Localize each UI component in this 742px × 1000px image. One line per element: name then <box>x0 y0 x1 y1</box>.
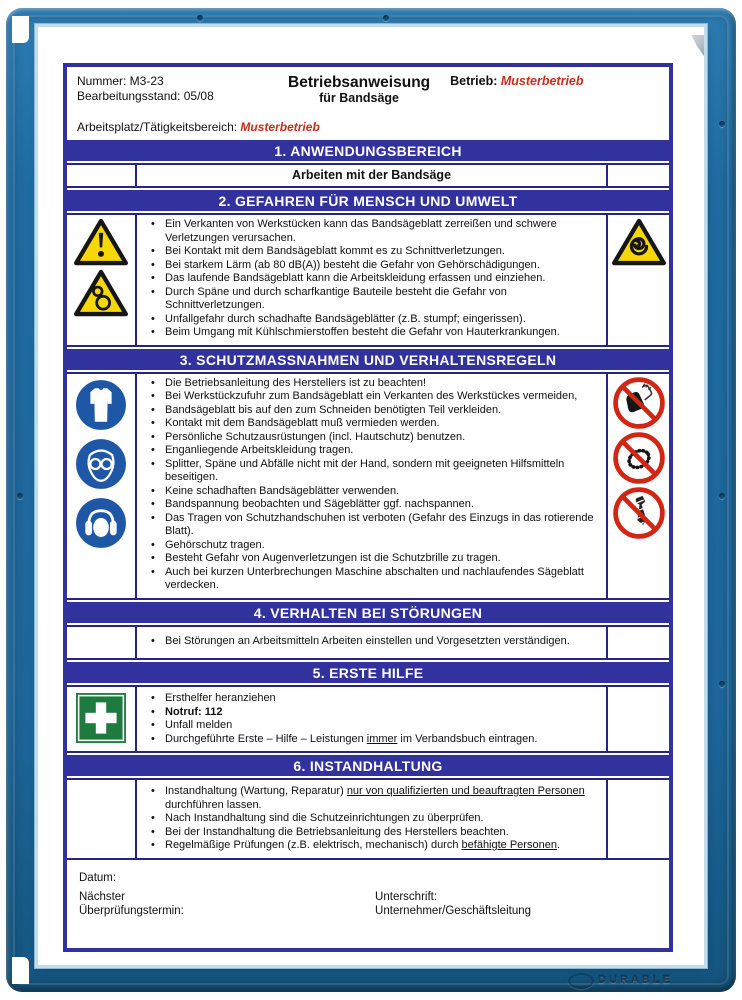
section-1-row <box>67 163 669 188</box>
frame-hole <box>719 493 725 499</box>
section-5-row <box>67 685 669 753</box>
section-2-row <box>67 213 669 347</box>
document-header <box>67 67 669 138</box>
prohibition-necktie-icon <box>613 487 665 539</box>
section-1-header: 1. ANWENDUNGSBEREICH <box>67 140 669 161</box>
prohibition-gloves-icon <box>613 377 665 429</box>
section-4-left-cell <box>67 627 135 659</box>
section-3-row <box>67 372 669 600</box>
section-4-header: 4. VERHALTEN BEI STÖRUNGEN <box>67 602 669 623</box>
next-review-label-line2: Überprüfungstermin: <box>79 904 184 917</box>
company-value: Musterbetrieb <box>500 74 584 88</box>
frame-brand-text: DURABLE <box>598 974 673 986</box>
section-5-right-cell <box>608 687 669 751</box>
mandatory-eye-protection-icon <box>73 436 129 492</box>
bullet-item: • Regelmäßige Prüfungen (z.B. elektrisch, mechanisch) durch befähigte Personen. <box>145 839 596 853</box>
section-6-left-cell <box>67 780 135 858</box>
warning-general-icon <box>74 218 128 266</box>
bullet-item: • Bei Werkstückzufuhr zum Bandsägeblatt ein Verkanten des Werkstückes vermeiden, <box>145 390 596 404</box>
frame-hole <box>17 493 23 499</box>
malfunction-list <box>145 635 596 649</box>
bullet-item: • Nach Instandhaltung sind die Schutzeinrichtungen zu überprüfen. <box>145 812 596 826</box>
section-6-right-cell <box>608 780 669 858</box>
frame-hole <box>719 681 725 687</box>
bullet-item: • Unfallgefahr durch schadhafte Bandsägeblätter (z.B. stumpf; eingerissen). <box>145 313 596 327</box>
signature-role: Unternehmer/Geschäftsleitung <box>375 904 532 917</box>
section-5-left-cell <box>67 687 135 751</box>
bullet-item: • Bei starkem Lärm (ab 80 dB(A)) besteht die Gefahr von Gehörschädigungen. <box>145 259 596 273</box>
section-4-row <box>67 625 669 661</box>
workplace-value: Musterbetrieb <box>240 120 320 134</box>
mandatory-ear-protection-icon <box>73 495 129 551</box>
scope-text: Arbeiten mit der Bandsäge <box>135 165 608 186</box>
section-6-header: 6. INSTANDHALTUNG <box>67 755 669 776</box>
section-3-header: 3. SCHUTZMASSNAHMEN UND VERHALTENSREGELN <box>67 349 669 370</box>
bullet-item: • Besteht Gefahr von Augenverletzungen ist die Schutzbrille zu tragen. <box>145 552 596 566</box>
revision-status: Bearbeitungsstand: 05/08 <box>77 89 214 103</box>
maintenance-list <box>145 785 596 853</box>
bullet-item: • Auch bei kurzen Unterbrechungen Maschine abschalten und nachlaufendes Sägeblatt verdecken. <box>145 566 596 593</box>
section-2-right-cell <box>608 215 669 345</box>
bullet-item: • Persönliche Schutzausrüstungen (incl. Hautschutz) benutzen. <box>145 431 596 445</box>
section-4-right-cell <box>608 627 669 659</box>
frame-hole <box>383 15 389 21</box>
first-aid-icon <box>75 692 127 744</box>
document-subtitle: für Bandsäge <box>319 91 400 105</box>
bullet-item: • Ein Verkanten von Werkstücken kann das Bandsägeblatt zerreißen und schwere Verletzungen verursachen. <box>145 218 596 245</box>
section-3-left-cell <box>67 374 135 598</box>
frame-hole <box>719 121 725 127</box>
bullet-item: • Bei Kontakt mit dem Bandsägeblatt kommt es zu Schnittverletzungen. <box>145 245 596 259</box>
prohibition-jewelry-icon <box>613 432 665 484</box>
frame-notch-bottom-left <box>12 957 29 984</box>
next-review-label-line1: Nächster <box>79 890 126 903</box>
bullet-item: • Gehörschutz tragen. <box>145 539 596 553</box>
frame-notch-top-left <box>12 16 29 43</box>
bullet-item: • Das Tragen von Schutzhandschuhen ist verboten (Gefahr des Einzugs in das rotierende Blatt). <box>145 512 596 539</box>
durable-logo-icon <box>568 973 594 989</box>
mandatory-protective-clothing-icon <box>73 377 129 433</box>
sheet-corner-tab <box>689 35 704 56</box>
bullet-item: • Ersthelfer heranziehen <box>145 692 596 706</box>
section-2-header: 2. GEFAHREN FÜR MENSCH UND UMWELT <box>67 190 669 211</box>
bullet-item: • Notruf: 112 <box>145 706 596 720</box>
bullet-item: • Durch Späne und durch scharfkantige Bauteile besteht die Gefahr von Schnittverletzungen. <box>145 286 596 313</box>
protective-measures-list <box>145 377 596 593</box>
document-number: Nummer: M3-23 <box>77 74 164 88</box>
signature-label: Unterschrift: <box>375 890 438 903</box>
workplace-label: Arbeitsplatz/Tätigkeitsbereich: <box>77 120 238 134</box>
bullet-item: • Enganliegende Arbeitskleidung tragen. <box>145 444 596 458</box>
bullet-item: • Das laufende Bandsägeblatt kann die Arbeitskleidung erfassen und einziehen. <box>145 272 596 286</box>
bullet-item: • Beim Umgang mit Kühlschmierstoffen besteht die Gefahr von Hauterkrankungen. <box>145 326 596 340</box>
warning-entanglement-icon <box>74 269 128 317</box>
section-2-left-cell <box>67 215 135 345</box>
bullet-item: • Durchgeführte Erste – Hilfe – Leistungen immer im Verbandsbuch eintragen. <box>145 733 596 747</box>
bullet-item: • Bandspannung beobachten und Sägeblätter ggf. nachspannen. <box>145 498 596 512</box>
section-3-right-cell <box>608 374 669 598</box>
hazards-list <box>145 218 596 340</box>
section-5-header: 5. ERSTE HILFE <box>67 662 669 683</box>
section-1-left-cell <box>67 165 135 186</box>
bullet-item: • Bei der Instandhaltung die Betriebsanleitung des Herstellers beachten. <box>145 826 596 840</box>
frame-hole <box>197 15 203 21</box>
warning-automatic-start-icon <box>612 218 666 266</box>
instruction-sheet <box>38 27 704 965</box>
section-6-row <box>67 778 669 860</box>
first-aid-list <box>145 692 596 746</box>
document-footer <box>67 862 669 948</box>
bullet-item: • Splitter, Späne und Abfälle nicht mit der Hand, sondern mit geeigneten Hilfsmitteln beseitigen. <box>145 458 596 485</box>
bullet-item: • Bandsägeblatt bis auf den zum Schneiden benötigten Teil verkleiden. <box>145 404 596 418</box>
bullet-item: • Keine schadhaften Bandsägeblätter verwenden. <box>145 485 596 499</box>
bullet-item: • Die Betriebsanleitung des Herstellers ist zu beachten! <box>145 377 596 391</box>
betriebsanweisung-document <box>63 63 673 952</box>
bullet-item: • Instandhaltung (Wartung, Reparatur) nur von qualifizierten und beauftragten Personen durchführen lassen. <box>145 785 596 812</box>
bullet-item: • Bei Störungen an Arbeitsmitteln Arbeiten einstellen und Vorgesetzten verständigen. <box>145 635 596 649</box>
document-title: Betriebsanweisung <box>288 74 431 91</box>
bullet-item: • Kontakt mit dem Bandsägeblatt muß vermieden werden. <box>145 417 596 431</box>
section-1-right-cell <box>608 165 669 186</box>
company-label: Betrieb: <box>450 74 498 88</box>
date-label: Datum: <box>79 871 117 884</box>
bullet-item: • Unfall melden <box>145 719 596 733</box>
